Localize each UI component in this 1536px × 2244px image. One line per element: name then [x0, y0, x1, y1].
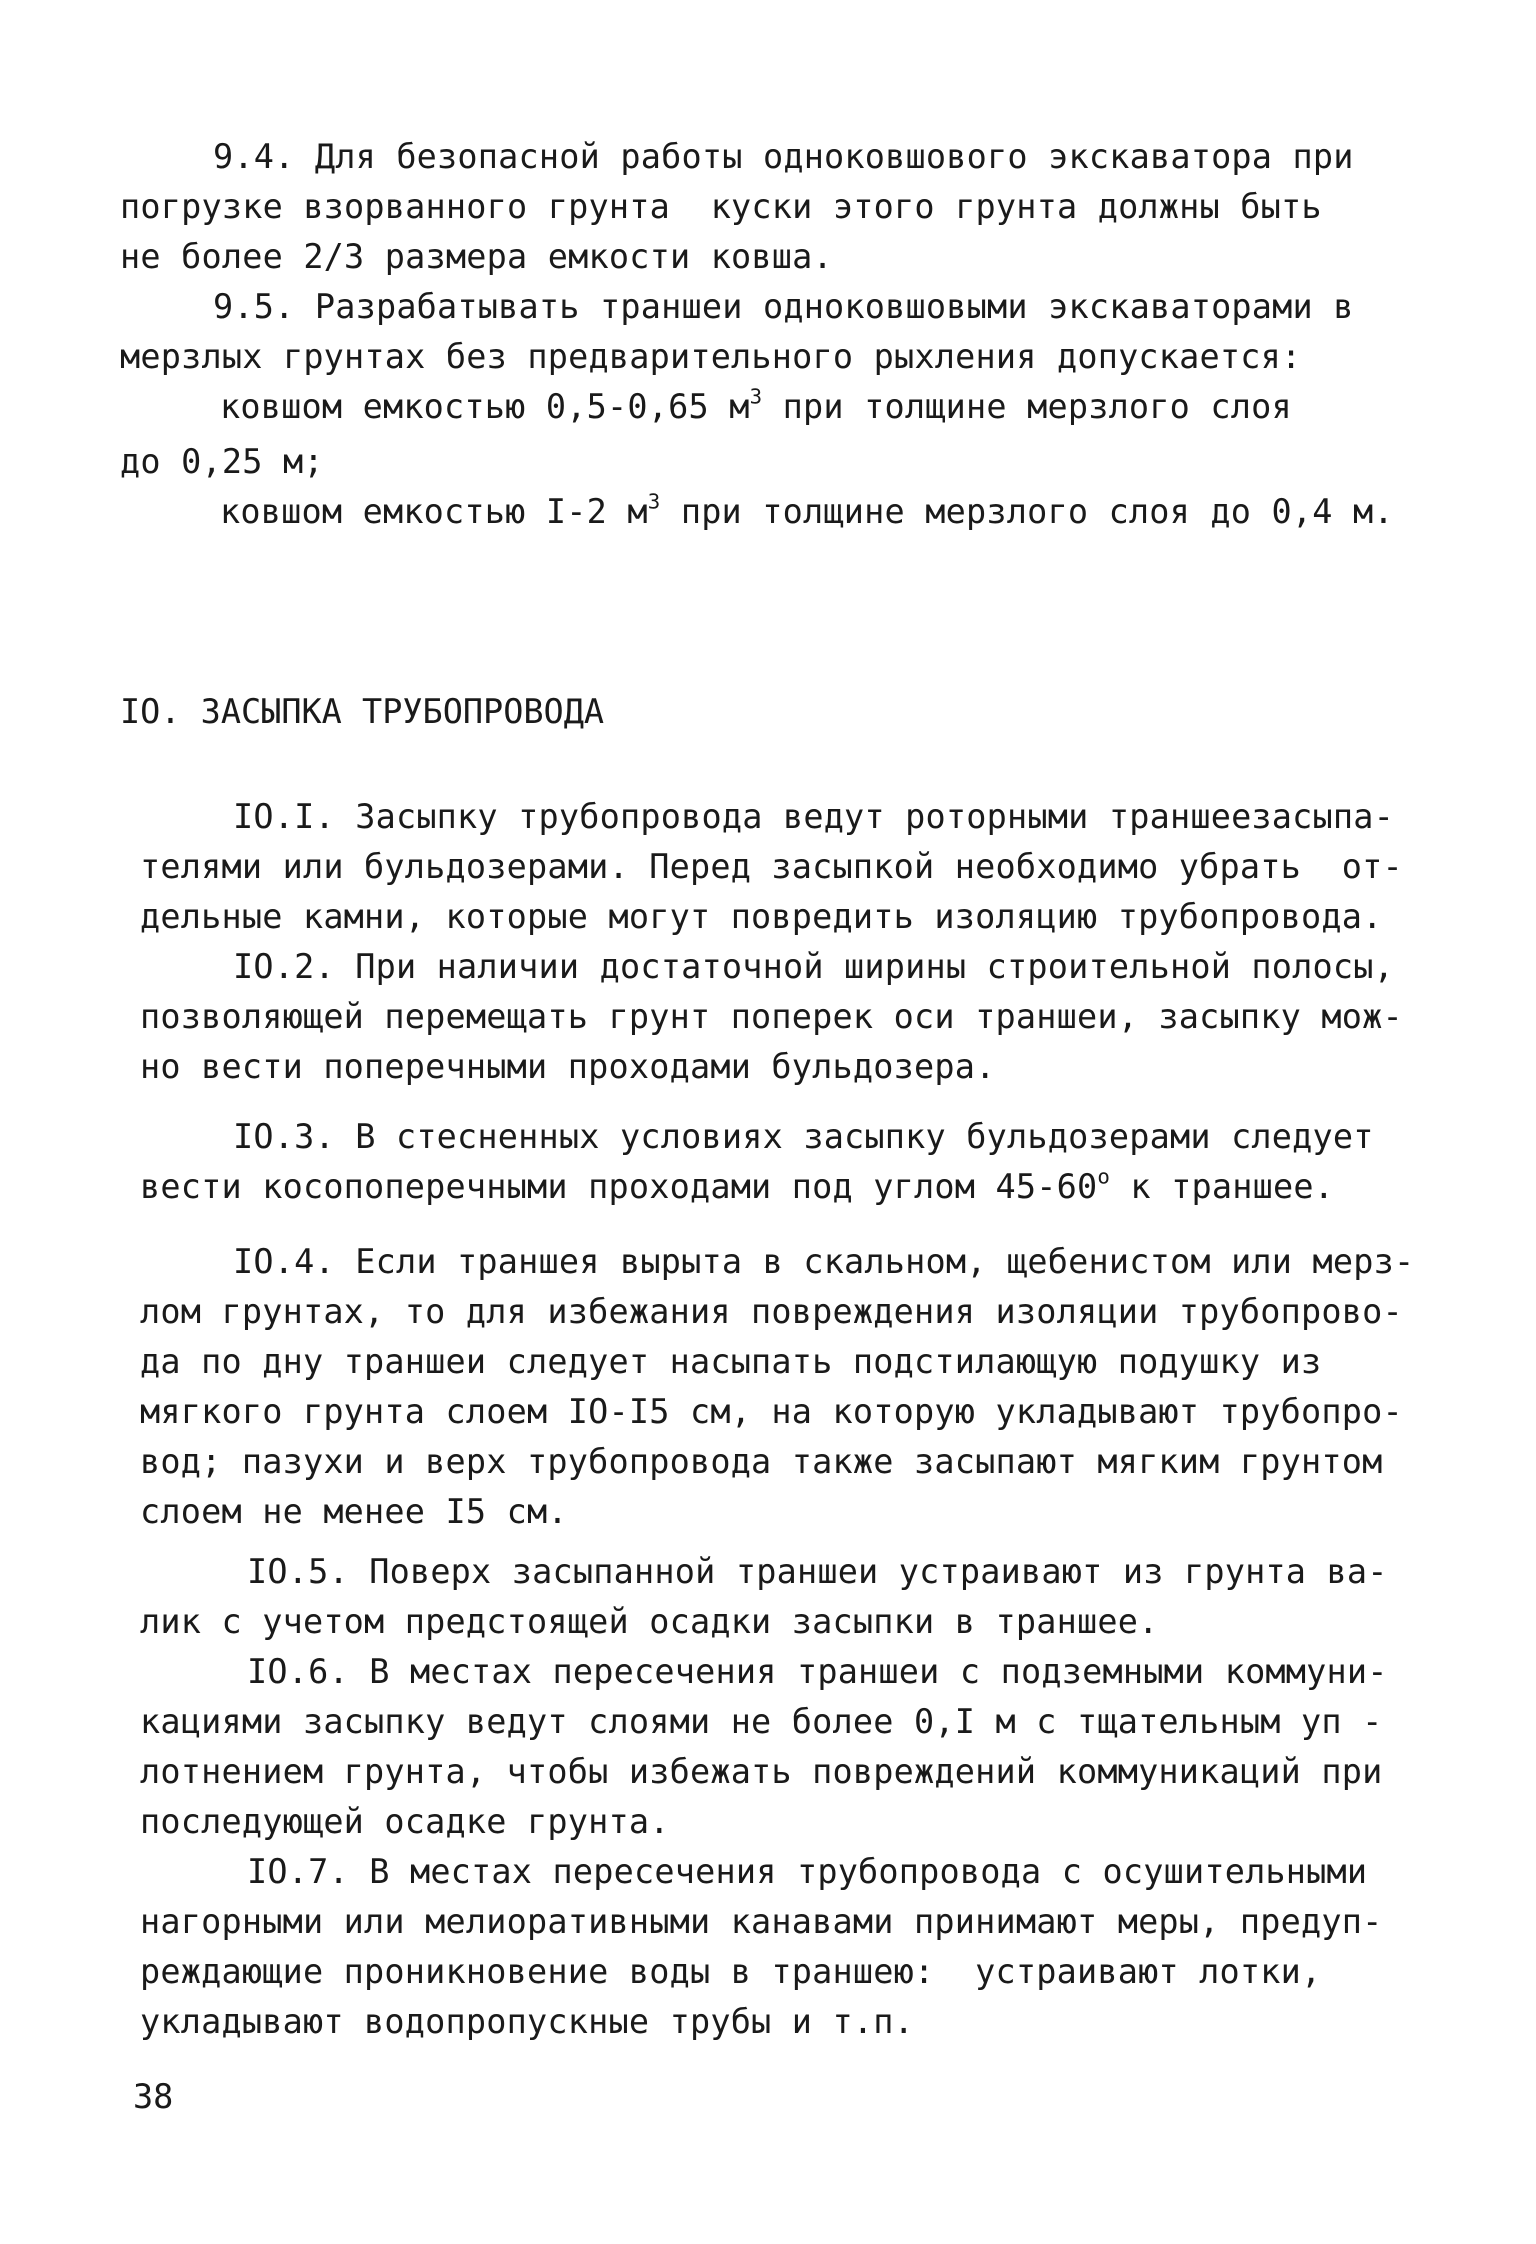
item-1-text: ковшом емкостью 0,5-0,65 м — [220, 387, 750, 426]
para-9-4-line-2: погрузке взорванного грунта куски этого грунта должны быть — [120, 187, 1322, 226]
para-10-1-line-2: телями или бульдозерами. Перед засыпкой необходимо убрать от- — [140, 847, 1403, 886]
para-9-5-item-1-cont: до 0,25 м; — [120, 442, 324, 481]
para-10-3-text-end: к траншее. — [1110, 1167, 1335, 1206]
para-10-4-line-5: вод; пазухи и верх трубопровода также засыпают мягким грунтом — [140, 1442, 1383, 1481]
para-10-1-line-1: IO.I. Засыпку трубопровода ведут роторными траншеезасыпа- — [233, 797, 1395, 836]
para-10-5-line-1: IO.5. Поверх засыпанной траншеи устраивают из грунта ва- — [247, 1552, 1388, 1591]
item-2-text-end: при толщине мерзлого слоя до 0,4 м. — [660, 492, 1394, 531]
para-9-5-line-2: мерзлых грунтах без предварительного рыхления допускается: — [120, 337, 1302, 376]
para-10-2-line-2: позволяющей перемещать грунт поперек оси траншеи, засыпку мож- — [140, 997, 1403, 1036]
page-number: 38 — [133, 2077, 174, 2116]
para-10-7-line-2: нагорными или мелиоративными канавами принимают меры, предуп- — [140, 1902, 1383, 1941]
para-10-4-line-1: IO.4. Если траншея вырыта в скальном, щебенистом или мерз- — [233, 1242, 1415, 1281]
para-10-7-line-4: укладывают водопропускные трубы и т.п. — [140, 2002, 915, 2041]
item-2-text: ковшом емкостью I-2 м — [220, 492, 648, 531]
degree-superscript: о — [1097, 1164, 1111, 1189]
para-9-5-item-1 — [220, 384, 1292, 426]
para-10-5-line-2: лик с учетом предстоящей осадки засыпки в траншее. — [140, 1602, 1159, 1641]
para-10-4-line-6: слоем не менее I5 см. — [140, 1492, 568, 1531]
para-10-7-line-3: реждающие проникновение воды в траншею: устраивают лотки, — [140, 1952, 1322, 1991]
para-10-6-line-4: последующей осадке грунта. — [140, 1802, 670, 1841]
para-10-3-line-1: IO.3. В стесненных условиях засыпку бульдозерами следует — [233, 1117, 1374, 1156]
para-9-5-line-1: 9.5. Разрабатывать траншеи одноковшовыми экскаваторами в — [213, 287, 1354, 326]
para-10-6-line-3: лотнением грунта, чтобы избежать повреждений коммуникаций при — [140, 1752, 1383, 1791]
para-9-5-item-2 — [220, 489, 1394, 531]
para-10-4-line-4: мягкого грунта слоем IO-I5 см, на которую укладывают трубопро- — [140, 1392, 1403, 1431]
para-9-4-line-1: 9.4. Для безопасной работы одноковшового экскаватора при — [213, 137, 1354, 176]
para-10-4-line-2: лом грунтах, то для избежания повреждения изоляции трубопрово- — [140, 1292, 1403, 1331]
para-10-4-line-3: да по дну траншеи следует насыпать подстилающую подушку из — [140, 1342, 1322, 1381]
para-10-1-line-3: дельные камни, которые могут повредить изоляцию трубопровода. — [140, 897, 1383, 936]
section-10-heading: IO. ЗАСЫПКА ТРУБОПРОВОДА — [120, 692, 605, 731]
para-9-4-line-3: не более 2/3 размера емкости ковша. — [120, 237, 833, 276]
para-10-3-line-2 — [140, 1164, 1335, 1206]
item-2-superscript: 3 — [647, 489, 661, 514]
para-10-7-line-1: IO.7. В местах пересечения трубопровода с осушительными — [247, 1852, 1368, 1891]
para-10-3-text: вести косопоперечными проходами под углом 45-60 — [140, 1167, 1098, 1206]
item-1-text-end: при толщине мерзлого слоя — [762, 387, 1292, 426]
para-10-6-line-1: IO.6. В местах пересечения траншеи с подземными коммуни- — [247, 1652, 1388, 1691]
para-10-6-line-2: кациями засыпку ведут слоями не более 0,I м с тщательным уп - — [140, 1702, 1383, 1741]
para-10-2-line-3: но вести поперечными проходами бульдозера. — [140, 1047, 996, 1086]
item-1-superscript: 3 — [749, 384, 763, 409]
para-10-2-line-1: IO.2. При наличии достаточной ширины строительной полосы, — [233, 947, 1395, 986]
